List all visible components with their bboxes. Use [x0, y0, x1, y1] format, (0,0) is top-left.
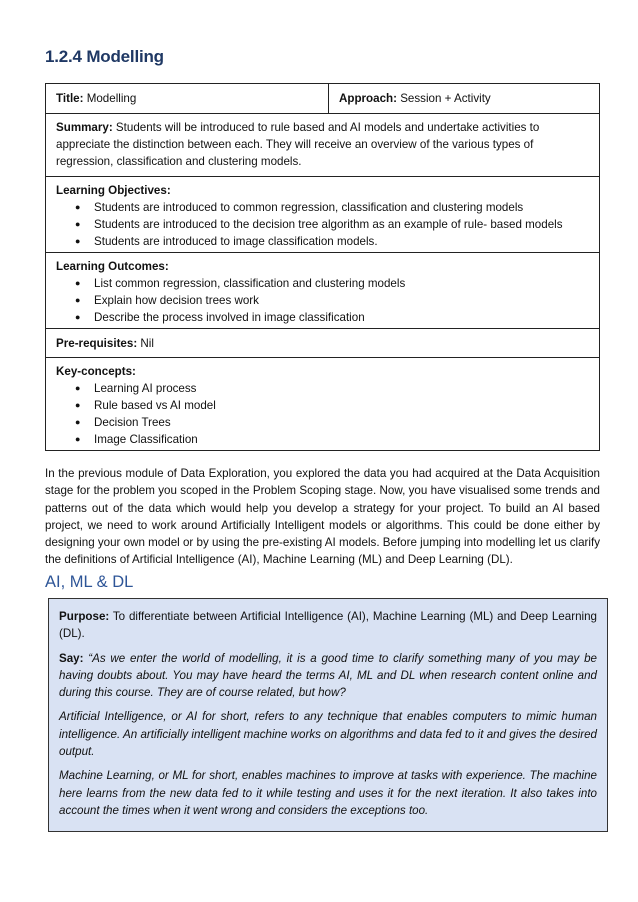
list-item: ● List common regression, classification and clustering models	[94, 275, 589, 292]
summary-label: Summary:	[56, 121, 113, 134]
outcomes-label: Learning Outcomes:	[56, 260, 169, 273]
section-heading: 1.2.4 Modelling	[45, 47, 164, 66]
objectives-label: Learning Objectives:	[56, 184, 171, 197]
outcomes-row	[46, 253, 600, 329]
objectives-row	[46, 177, 600, 253]
list-item: ● Describe the process involved in image classification	[94, 309, 589, 326]
list-item: ● Rule based vs AI model	[94, 397, 589, 414]
say-label: Say:	[59, 651, 84, 665]
lesson-overview-table	[45, 83, 600, 451]
list-item: ● Students are introduced to common regression, classification and clustering models	[94, 199, 589, 216]
ml-definition-paragraph: Machine Learning, or ML for short, enables machines to improve at tasks with experience. The machine here learns from the new data fed to it while testing and uses it for the next iteration. It also takes into account the times when it went wrong and considers the exceptions too.	[59, 769, 597, 817]
subsection-heading: AI, ML & DL	[45, 573, 134, 591]
objectives-cell	[46, 177, 600, 253]
title-value: Modelling	[83, 92, 137, 105]
say-paragraph	[59, 650, 597, 702]
summary-row	[46, 114, 600, 177]
title-label: Title:	[56, 92, 84, 105]
approach-cell	[329, 84, 600, 114]
approach-label: Approach:	[339, 92, 397, 105]
list-item: ● Students are introduced to image classification models.	[94, 233, 589, 250]
key-concepts-list	[56, 380, 589, 448]
list-item: ● Explain how decision trees work	[94, 292, 589, 309]
objectives-list	[56, 199, 589, 250]
key-concepts-row	[46, 358, 600, 451]
ai-definition-paragraph: Artificial Intelligence, or AI for short, refers to any technique that enables computers to mimic human intelligence. An artificially intelligent machine works on algorithms and data fed to it and gives the desired output.	[59, 710, 597, 759]
say-value: “As we enter the world of modelling, it is a good time to clarify something many of you may be having doubts about. You may have heard the terms AI, ML and DL when research content online and during this course. They are of course related, but how?	[59, 651, 597, 700]
list-item: ● Students are introduced to the decision tree algorithm as an example of rule- based models	[94, 216, 589, 233]
list-item: ● Decision Trees	[94, 414, 589, 431]
prerequisites-value: Nil	[137, 336, 154, 350]
outcomes-cell	[46, 253, 600, 329]
list-item: ● Learning AI process	[94, 380, 589, 397]
intro-paragraph: In the previous module of Data Exploration, you explored the data you had acquired at the Data Acquisition stage for the problem you scoped in the Problem Scoping stage. Now, you have visualised some trends and patterns out of the data which would help you develop a strategy for your project. To build an AI based project, we need to work around Artificially Intelligent models or algorithms. This could be done either by designing your own model or by using the pre-existing AI models. Before jumping into modelling let us clarify the definitions of Artificial Intelligence (AI), Machine Learning (ML) and Deep Learning (DL).	[45, 467, 600, 567]
teacher-note-box	[48, 598, 608, 832]
outcomes-list	[56, 275, 589, 326]
title-cell	[46, 84, 329, 114]
approach-value: Session + Activity	[396, 92, 491, 105]
key-concepts-cell	[46, 358, 600, 451]
prerequisites-cell	[46, 329, 600, 358]
title-approach-row	[46, 84, 600, 114]
summary-value: Students will be introduced to rule based and AI models and undertake activities to appreciate the distinction between each. They will receive an overview of the various types of regression, classification and clustering models.	[56, 121, 540, 168]
list-item: ● Image Classification	[94, 431, 589, 448]
prerequisites-row	[46, 329, 600, 358]
summary-cell	[46, 114, 600, 177]
purpose-value: To differentiate between Artificial Intelligence (AI), Machine Learning (ML) and Deep Learning (DL).	[59, 610, 597, 641]
prerequisites-label: Pre-requisites:	[56, 336, 138, 350]
purpose-paragraph	[59, 608, 597, 643]
purpose-label: Purpose:	[59, 610, 110, 623]
key-concepts-label: Key-concepts:	[56, 365, 136, 378]
